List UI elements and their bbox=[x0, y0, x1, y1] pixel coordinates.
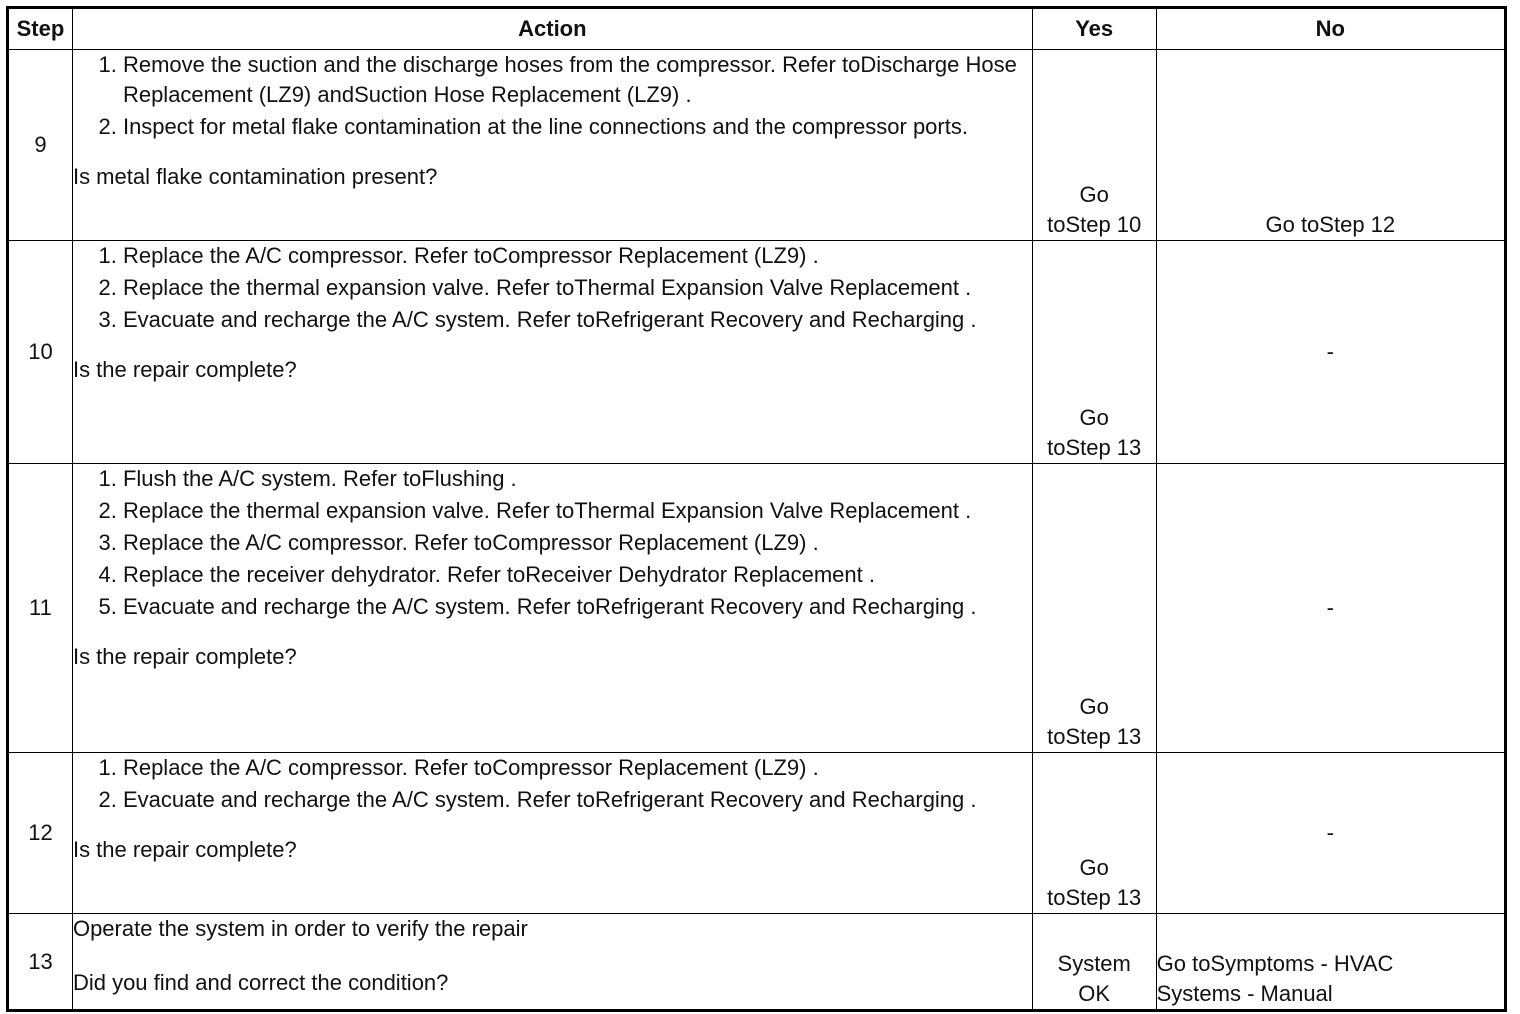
yes-cell bbox=[1032, 753, 1156, 914]
question: Is the repair complete? bbox=[72, 837, 297, 862]
yes-cell bbox=[1032, 914, 1156, 1011]
yes-text: Go bbox=[1079, 694, 1109, 719]
action-steps bbox=[73, 241, 1032, 335]
no-cell bbox=[1156, 914, 1505, 1011]
table-row bbox=[8, 50, 1506, 241]
action-cell bbox=[72, 241, 1032, 464]
yes-text: Go bbox=[1079, 855, 1109, 880]
header-no: No bbox=[1156, 8, 1505, 50]
header-action: Action bbox=[72, 8, 1032, 50]
step-number: 9 bbox=[8, 50, 73, 241]
action-step: 5. Evacuate and recharge the A/C system. Refer toRefrigerant Recovery and Recharging . bbox=[123, 592, 1032, 622]
no-text: Systems - Manual bbox=[1156, 981, 1333, 1006]
action-step: 2. Replace the thermal expansion valve. Refer toThermal Expansion Valve Replacement . bbox=[123, 496, 1032, 526]
action-step: 1. Replace the A/C compressor. Refer toCompressor Replacement (LZ9) . bbox=[123, 753, 1032, 783]
action-step: 2. Inspect for metal flake contamination at the line connections and the compressor ports. bbox=[123, 112, 1032, 142]
action-steps bbox=[73, 50, 1032, 142]
yes-text: Go bbox=[1079, 405, 1109, 430]
no-cell: - bbox=[1156, 464, 1505, 753]
action-steps bbox=[73, 464, 1032, 622]
action-step: 1. Replace the A/C compressor. Refer toCompressor Replacement (LZ9) . bbox=[123, 241, 1032, 271]
no-cell: - bbox=[1156, 241, 1505, 464]
step-number: 10 bbox=[8, 241, 73, 464]
action-cell bbox=[72, 464, 1032, 753]
yes-text: Go bbox=[1079, 182, 1109, 207]
diagnostic-table bbox=[6, 6, 1507, 1012]
question: Is the repair complete? bbox=[72, 644, 297, 669]
yes-cell bbox=[1032, 50, 1156, 241]
yes-cell bbox=[1032, 241, 1156, 464]
instruction: Operate the system in order to verify the repair bbox=[72, 916, 528, 941]
table-row bbox=[8, 241, 1506, 464]
no-cell: - bbox=[1156, 753, 1505, 914]
action-step: 1. Flush the A/C system. Refer toFlushing . bbox=[123, 464, 1032, 494]
action-step: 4. Replace the receiver dehydrator. Refer toReceiver Dehydrator Replacement . bbox=[123, 560, 1032, 590]
action-step: 2. Evacuate and recharge the A/C system. Refer toRefrigerant Recovery and Recharging . bbox=[123, 785, 1032, 815]
action-step: 1. Remove the suction and the discharge hoses from the compressor. Refer toDischarge Hose Replacement (LZ9) andSuction Hose Replacement (LZ9) . bbox=[123, 50, 1032, 110]
no-text: Go toSymptoms - HVAC bbox=[1156, 951, 1394, 976]
header-row bbox=[8, 8, 1506, 50]
yes-text: toStep 13 bbox=[1047, 885, 1142, 910]
action-cell bbox=[72, 914, 1032, 1011]
action-cell bbox=[72, 753, 1032, 914]
step-number: 12 bbox=[8, 753, 73, 914]
yes-text: System bbox=[1057, 951, 1131, 976]
header-step: Step bbox=[8, 8, 73, 50]
yes-text: toStep 10 bbox=[1047, 212, 1142, 237]
table-row bbox=[8, 914, 1506, 1011]
action-step: 2. Replace the thermal expansion valve. Refer toThermal Expansion Valve Replacement . bbox=[123, 273, 1032, 303]
action-step: 3. Evacuate and recharge the A/C system. Refer toRefrigerant Recovery and Recharging . bbox=[123, 305, 1032, 335]
action-step: 3. Replace the A/C compressor. Refer toCompressor Replacement (LZ9) . bbox=[123, 528, 1032, 558]
step-number: 13 bbox=[8, 914, 73, 1011]
table-row bbox=[8, 464, 1506, 753]
yes-text: toStep 13 bbox=[1047, 435, 1142, 460]
question: Is the repair complete? bbox=[72, 357, 297, 382]
step-number: 11 bbox=[8, 464, 73, 753]
no-cell: Go toStep 12 bbox=[1156, 50, 1505, 241]
table-row bbox=[8, 753, 1506, 914]
yes-text: OK bbox=[1078, 981, 1111, 1006]
action-steps bbox=[73, 753, 1032, 815]
action-cell bbox=[72, 50, 1032, 241]
header-yes: Yes bbox=[1032, 8, 1156, 50]
question: Is metal flake contamination present? bbox=[72, 164, 438, 189]
question: Did you find and correct the condition? bbox=[72, 970, 449, 995]
yes-cell bbox=[1032, 464, 1156, 753]
yes-text: toStep 13 bbox=[1047, 724, 1142, 749]
